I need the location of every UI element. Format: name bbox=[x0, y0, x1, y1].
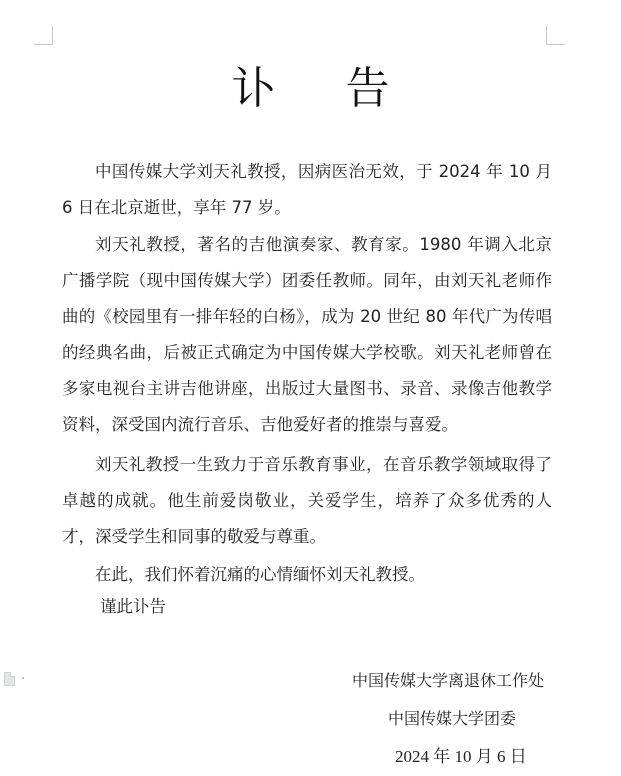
paragraph-text: 中国传媒大学刘天礼教授，因病医治无效，于 2024 年 10 月 6 日在北京逝世，享年 77 岁。 bbox=[62, 162, 552, 217]
paragraph-1 bbox=[62, 154, 552, 226]
margin-corner-top-right bbox=[546, 26, 565, 45]
document-icon bbox=[4, 672, 15, 686]
signature-youth-league: 中国传媒大学团委 bbox=[388, 709, 517, 728]
anchor-dot bbox=[22, 677, 24, 679]
paragraph-3 bbox=[62, 447, 552, 555]
paragraph-text: 刘天礼教授，著名的吉他演奏家、教育家。1980 年调入北京广播学院（现中国传媒大学）团委任教师。同年，由刘天礼老师作曲的《校园里有一排年轻的白杨》，成为 20 世纪 80 年代广为传唱的经典名曲，后被正式确定为中国传媒大学校歌。刘天礼老师曾在多家电视台主讲吉他讲座，出版过大量图书、录音、录像吉他教学资料，深受国内流行音乐、吉他爱好者的推崇与喜爱。 bbox=[62, 235, 552, 434]
paragraph-text: 在此，我们怀着沉痛的心情缅怀刘天礼教授。 bbox=[95, 565, 425, 584]
signature-date: 2024 年 10 月 6 日 bbox=[395, 747, 527, 766]
closing-phrase: 谨此讣告 bbox=[100, 597, 166, 616]
paragraph-2 bbox=[62, 227, 552, 443]
paragraph-4 bbox=[62, 557, 552, 593]
title-char-1: 讣 bbox=[231, 63, 276, 114]
paragraph-text: 刘天礼教授一生致力于音乐教育事业，在音乐教学领域取得了卓越的成就。他生前爱岗敬业，关爱学生，培养了众多优秀的人才，深受学生和同事的敬爱与尊重。 bbox=[62, 455, 552, 546]
page-title bbox=[0, 52, 621, 116]
signature-retirement-office: 中国传媒大学离退休工作处 bbox=[352, 671, 545, 690]
margin-corner-top-left bbox=[34, 26, 53, 45]
title-char-2: 告 bbox=[345, 63, 390, 114]
